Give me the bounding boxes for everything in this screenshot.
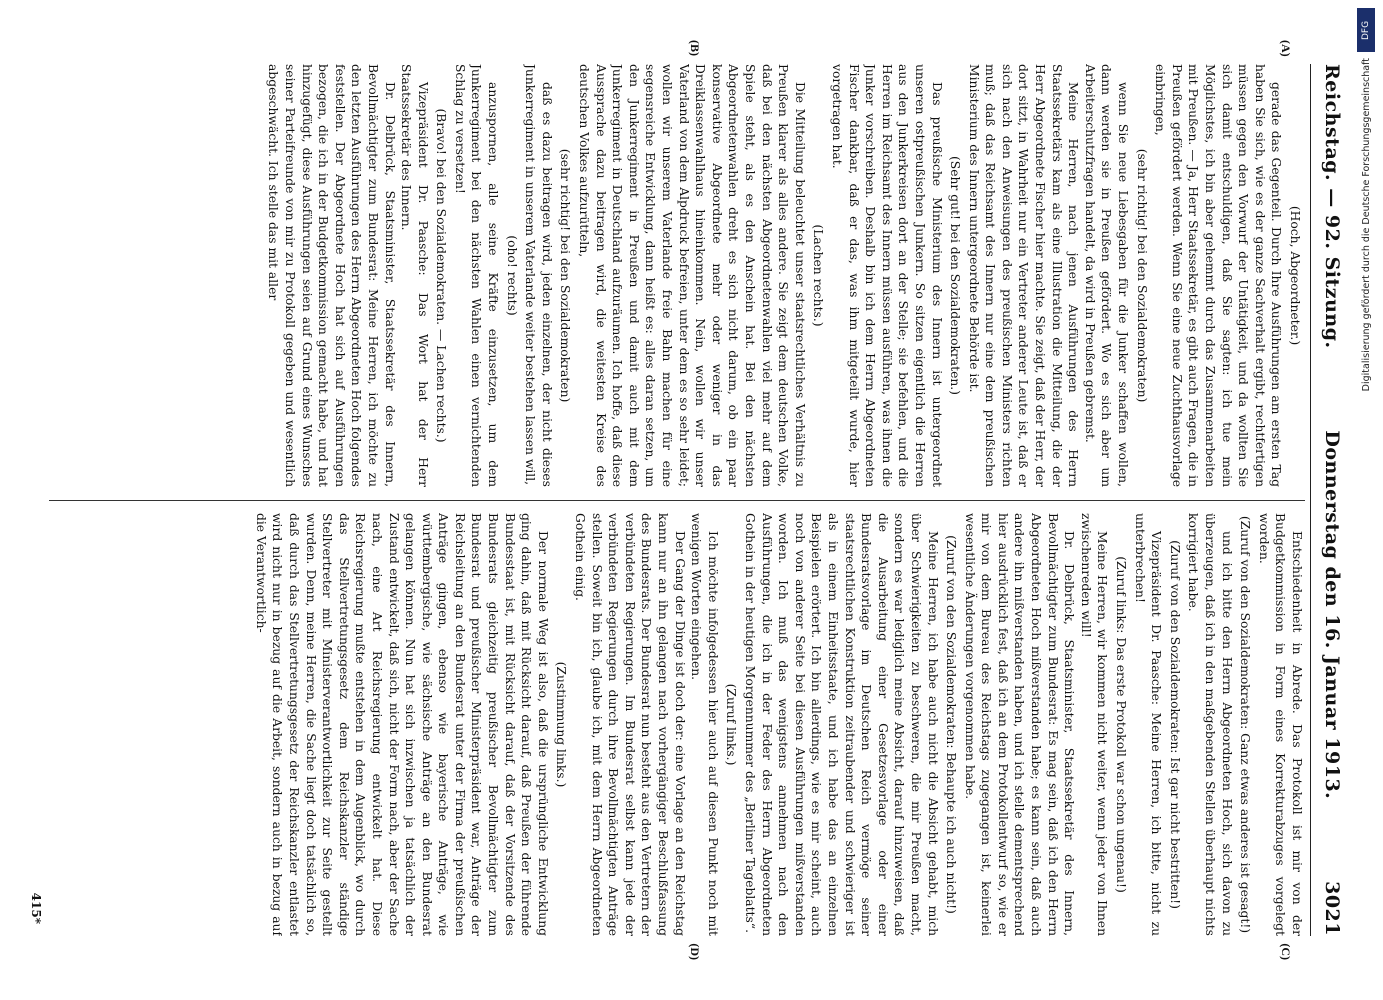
- paragraph: daß es dazu beitragen wird, jeden einzelnen, der nicht dieses Junkerregiment in unserem Vaterlande weiter bestehen lassen will,: [522, 64, 554, 487]
- dfg-credit: Digitalisierung gefördert durch die Deutsche Forschungsgemeinschaft: [1360, 58, 1372, 392]
- paragraph: Das preußische Ministerium des Innern ist untergeordnet unseren ostpreußischen Junkern. So sitzen eigentlich die Herren aus den Junkerkreisen dort an der Stelle; sie befehlen, und die Herren im Reichsamt des Innern müssen ausführen, was ihnen die Junker vorschreiben. Deshalb bin ich dem Herrn Abgeordneten Fischer dankbar, daß er das, was ihm mitgeteilt wurde, hier vorgetragen hat.: [829, 64, 944, 487]
- margin-mark-d: (D): [687, 943, 702, 960]
- margin-mark-b: (B): [687, 40, 702, 56]
- interjection: (Zuruf von den Sozialdemokraten: Behaupte ich auch nicht!): [943, 535, 958, 914]
- paragraph: wenn Sie neue Liebesgaben für die Junker schaffen wollen, dann werden sie in Preußen gefördert. Wo es sich aber um Arbeiterschutzfragen handelt, da wird in Preußen gebremst.: [1082, 64, 1130, 487]
- interjection: (Bravo! bei den Sozialdemokraten. — Lachen rechts.): [433, 108, 448, 443]
- interjection: (Hoch, Abgeordneter.): [1287, 205, 1302, 346]
- paragraph: Dr. Delbrück, Staatsminister, Staatssekretär des Innern, Bevollmächtigter zum Bundesrat: Meine Herren, ich möchte zu den letzten Ausführungen des Herrn Abgeordneten Hoch folgendes feststellen. Der Abgeordnete Hoch hat sich auf Ausführungen bezogen, die ich in der Budgetkommission gemacht habe, und hat hinzugefügt, diese Ausführungen seien auf Grund eines Wunsches seiner Parteifreunde von mir zu Protokoll gegeben und wesentlich abgeschwächt. Ich stelle das mit aller: [265, 64, 397, 487]
- paragraph: Vizepräsident Dr. Paasche: Meine Herren, ich bitte, nicht zu unterbrechen!: [1132, 513, 1163, 936]
- interjection: (Lachen rechts.): [810, 224, 825, 327]
- header-left: Reichstag. — 92. Sitzung.: [1320, 64, 1343, 349]
- paragraph: anzuspornen, alle seine Kräfte einzusetzen, um dem Junkerregiment bei den nächsten Wahlen einen vernichtenden Schlag zu versetzen!: [452, 64, 500, 487]
- right-column: [49, 513, 1305, 936]
- interjection: (Sehr gut! bei den Sozialdemokraten.): [947, 156, 962, 395]
- interjection: (oho! rechts): [504, 235, 519, 316]
- interjection: (Zuruf links: Das erste Protokoll war schon ungenau!): [1113, 556, 1128, 893]
- header-date: Donnerstag den 16. Januar 1913.: [1320, 430, 1343, 800]
- paragraph: und ich bitte den Herrn Abgeordneten Hoch, sich davon zu überzeugen, daß ich in den maßgebenden Stellen überhaupt nichts korrigiert habe.: [1185, 513, 1234, 936]
- dfg-logo-icon: DFG: [1357, 8, 1375, 52]
- paragraph: Meine Herren, ich habe auch nicht die Absicht gehabt, mich über Schwierigkeiten zu beschweren, die mir Preußen macht, sondern es war lediglich meine Absicht, darauf hinzuweisen, daß die Ausarbeitung einer Gesetzesvorlage oder einer Bundesratsvorlage im Deutschen Reich vermöge seiner staatsrechtlichen Konstruktion zeitraubender und schwieriger ist als in einem Einheitsstaate, und ich habe das an einzelnen Beispielen erörtert. Ich bin allerdings, wie es mir scheint, auch noch von anderer Seite bei diesen Ausführungen mißverstanden worden. Ich muß das wenigstens annehmen nach den Ausführungen, die ich in der Feder des Herrn Abgeordneten Gothein in der heutigen Morgennummer des „Berliner Tageblatts“.: [742, 513, 940, 936]
- left-column: [49, 64, 1305, 487]
- rotated-page: [27, 40, 1357, 960]
- paragraph: Meine Herren, wir kommen nicht weiter, wenn jeder von Ihnen zwischenreden will!: [1078, 513, 1109, 936]
- paragraph: Die Mitteilung beleuchtet unser staatsrechtliches Verhältnis zu Preußen klarer als alles andere. Sie zeigt dem deutschen Volke, daß bei den nächsten Abgeordnetenwahlen viel mehr auf dem Spiele steht, als es den Anschein hat. Bei den nächsten Abgeordnetenwahlen dreht es sich nicht darum, ob ein paar konservative Abgeordnete mehr oder weniger in das Dreiklassenwahlhaus hineinkommen. Nein, wollen wir unser Vaterland von dem Alpdruck befreien, unter dem es so sehr leidet; wollen wir unserem Vaterlande freie Bahn machen für eine segensreiche Entwicklung, dann heißt es: alles daran setzen, um den Junkerregiment in Preußen und damit auch mit dem Junkerregiment in Deutschland aufzuräumen. Ich hoffe, daß diese Aussprache dazu beitragen wird, die weitesten Kreise des deutschen Volkes aufzurütteln,: [576, 64, 807, 487]
- paragraph: gerade das Gegenteil. Durch Ihre Ausführungen am ersten Tag haben Sie sich, wie es der ganze Sachverhalt ergibt, rechtfertigen müssen gegen den Vorwurf der Untätigkeit, und da wollten Sie sich damit entschuldigen, daß Sie sagten: ich tue mein Möglichstes, ich bin aber gehemmt durch das Zusammenarbeiten mit Preußen. — Ja, Herr Staatssekretär, es gibt auch Fragen, die in Preußen gefördert werden. Wenn Sie eine neue Zuchthausvorlage einbringen,: [1152, 64, 1283, 487]
- margin-mark-a: (A): [1278, 40, 1293, 57]
- page-number: 3021: [1320, 881, 1343, 936]
- interjection: (Zuruf von den Sozialdemokraten: Ganz etwas anderes ist gesagt!): [1237, 515, 1252, 934]
- paragraph: Dr. Delbrück, Staatsminister, Staatssekretär des Innern, Bevollmächtigter zum Bundesrat: Es mag sein, daß ich den Herrn Abgeordneten Hoch mißverstanden habe; es kann sein, daß auch andere ihn mißverstanden haben, und ich stelle dementsprechend hier ausdrücklich fest, daß ich an dem Protokollentwurf so, wie er mir von dem Bureau des Reichstags zugegangen ist, keinerlei wesentliche Änderungen vorgenommen habe.: [962, 513, 1076, 936]
- paragraph: Der Gang der Dinge ist doch der: eine Vorlage an den Reichstag kann nur an ihn gelangen nach vorhergängiger Beschlußfassung des Bundesrats. Der Bundesrat nun besteht aus den Vertretern der verbündeten Regierungen. Im Bundesrat selbst kann jede der verbündeten Regierungen durch ihre Bevollmächtigten Anträge stellen. Soweit bin ich, glaube ich, mit dem Herrn Abgeordneten Gothein einig.: [572, 513, 687, 936]
- paragraph: Ich möchte infolgedessen hier auch auf diesen Punkt noch mit wenigen Worten eingehen.: [688, 513, 720, 936]
- paragraph: Meine Herren, nach jenen Ausführungen des Herrn Staatssekretärs kam als eine Illustration die Mitteilung, die der Herr Abgeordnete Fischer hier machte. Sie zeigt, daß der Herr, der dort sitzt, in Wahrheit nur ein Vertreter anderer Leute ist, daß er sich nach den Anweisungen des preußischen Ministers richten muß; daß das Reichsamt des Innern nur eine dem preußischen Ministerium des Innern untergeordnete Behörde ist.: [966, 64, 1080, 487]
- interjection: (Zuruf links.): [723, 683, 738, 766]
- interjection: (sehr richtig! bei den Sozialdemokraten): [557, 148, 572, 403]
- signature-mark: 415*: [28, 892, 43, 924]
- text-columns: [49, 64, 1305, 936]
- paragraph: Der normale Weg ist also, daß die ursprüngliche Entwicklung ging dahin, daß mit Rücksicht darauf, daß Preußen der führende Bundesstaat ist, mit Rücksicht darauf, daß der Vorsitzende des Bundesrats gleichzeitig preußischer Bevollmächtigter zum Bundesrat und preußischer Ministerpräsident war, Anträge der Reichsleitung an den Bundesrat unter der Firma der preußischen Anträge gingen, ebenso wie bayerische Anträge, wie württembergische, wie sächsische Anträge an den Bundesrat gelangen können. Nun hat sich inzwischen ja tatsächlich der Zustand entwickelt, daß sich, nicht der Form nach, aber der Sache nach, eine Art Reichsregierung entwickelt hat. Diese Reichsregierung mußte entstehen in dem Augenblick, wo durch das Stellvertretungsgesetz dem Reichskanzler ständige Stellvertreter mit Ministerverantwortlichkeit zur Seite gestellt wurden. Denn, meine Herren, die Sache liegt doch tatsächlich so, daß durch das Stellvertretungsgesetz der Reichskanzler entlastet wird nicht nur in bezug auf die Arbeit, sondern auch in bezug auf die Verantwortlich-: [253, 513, 550, 936]
- interjection: (Zustimmung links.): [553, 661, 568, 788]
- paragraph: Vizepräsident Dr. Paasche: Das Wort hat der Herr Staatssekretär des Innern.: [398, 64, 430, 487]
- page-header: [1317, 64, 1343, 936]
- paragraph: Entschiedenheit in Abrede. Das Protokoll ist mir von der Budgetkommission in Form eines Korrekturabzuges vorgelegt worden.: [1256, 513, 1304, 936]
- header-rule: [1310, 64, 1311, 936]
- margin-mark-c: (C): [1278, 943, 1293, 960]
- interjection: (Zuruf von den Sozialdemokraten: Ist gar nicht bestritten!): [1167, 540, 1182, 909]
- dfg-sidebar: [1353, 8, 1379, 960]
- interjection: (sehr richtig! bei den Sozialdemokraten): [1134, 148, 1149, 403]
